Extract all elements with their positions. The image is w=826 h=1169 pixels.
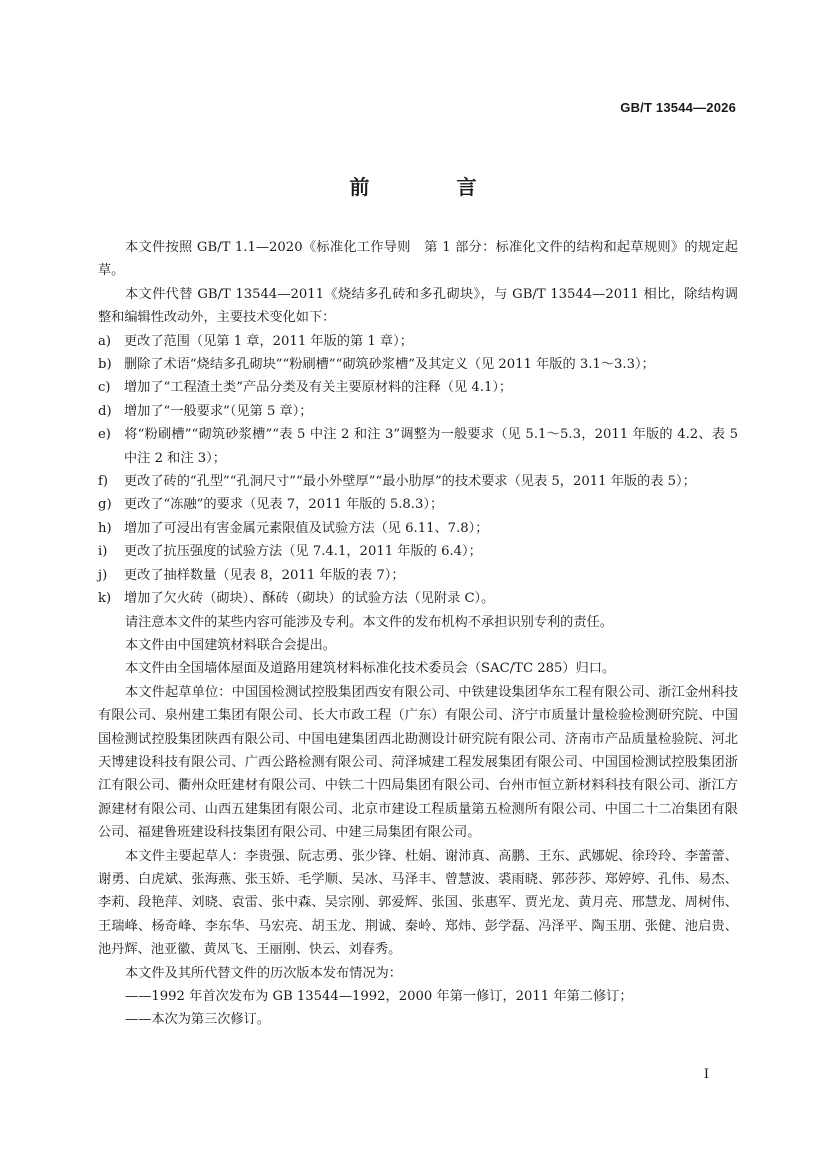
- list-item: [98, 564, 738, 587]
- list-item: [98, 353, 738, 376]
- page-number: I: [703, 1067, 709, 1082]
- list-item-text: 更改了范围（见第 1 章，2011 年版的第 1 章）；: [124, 333, 413, 349]
- list-item-text: 增加了欠火砖（砌块）、酥砖（砌块）的试验方法（见附录 C）。: [124, 591, 495, 607]
- history-heading: 本文件及其所代替文件的历次版本发布情况为：: [125, 965, 402, 981]
- drafters-paragraph: 本文件主要起草人：李贵强、阮志勇、张少锋、杜娟、谢沛真、高鹏、王东、武娜妮、徐玲玲、李蕾蕾、谢勇、白虎斌、张海燕、张玉娇、毛学顺、吴冰、马泽丰、曾慧波、裘雨晓、郭莎莎、郑婷婷、孔伟、易杰、李莉、段艳萍、刘晓、袁雷、张中森、吴宗刚、郭爱辉、张国、张惠军、贾光龙、黄月亮、邢慧龙、周树伟、王瑞峰、杨奇峰、李东华、马宏亮、胡玉龙、荆诚、秦岭、郑炜、彭学磊、冯泽平、陶玉朋、张健、池启贵、池丹辉、池亚徽、黄凤飞、王丽刚、快云、刘春秀。: [98, 848, 738, 958]
- list-marker: i): [98, 544, 108, 560]
- intro-paragraph: 本文件按照 GB/T 1.1—2020《标准化工作导则 第 1 部分：标准化文件的结构和起草规则》的规定起草。: [98, 240, 738, 279]
- list-item-text: 将“粉刷槽”“砌筑砂浆槽”“表 5 中注 2 和注 3”调整为一般要求（见 5.1～5.3，2011 年版的 4.2、表 5 中注 2 和注 3）；: [124, 427, 738, 466]
- list-item: [98, 400, 738, 423]
- list-item-text: 更改了“冻融”的要求（见表 7，2011 年版的 5.8.3）；: [124, 497, 444, 513]
- list-marker: j): [98, 567, 108, 583]
- list-item-text: 删除了术语“烧结多孔砌块”“粉刷槽”“砌筑砂浆槽”及其定义（见 2011 年版的 3.1～3.3）；: [124, 357, 655, 373]
- page-title: 前 言: [349, 175, 517, 199]
- list-marker: d): [98, 403, 112, 419]
- list-marker: h): [98, 520, 112, 536]
- list-marker: e): [98, 427, 111, 443]
- drafting-units-paragraph: 本文件起草单位：中国国检测试控股集团西安有限公司、中铁建设集团华东工程有限公司、浙江金州科技有限公司、泉州建工集团有限公司、长大市政工程（广东）有限公司、济宁市质量计量检验检测研究院、中国国检测试控股集团陕西有限公司、中国电建集团西北勘测设计研究院有限公司、济南市产品质量检验院、河北天博建设科技有限公司、广西公路检测有限公司、菏泽城建工程发展集团有限公司、中国国检测试控股集团浙江有限公司、衢州众旺建材有限公司、中铁二十四局集团有限公司、台州市恒立新材料科技有限公司、浙江方源建材有限公司、山西五建集团有限公司、北京市建设工程质量第五检测所有限公司、中国二十二冶集团有限公司、福建鲁班建设科技集团有限公司、中建三局集团有限公司。: [98, 684, 738, 841]
- list-item: [98, 470, 738, 493]
- changes-list: [98, 330, 738, 611]
- list-item-text: 增加了“工程渣土类”产品分类及有关主要原材料的注释（见 4.1）；: [124, 380, 513, 396]
- list-marker: a): [98, 333, 112, 349]
- list-marker: b): [98, 357, 112, 373]
- document-body: [98, 236, 738, 1032]
- standard-number: GB/T 13544—2026: [620, 100, 736, 115]
- list-item: [98, 540, 738, 563]
- list-item: [98, 493, 738, 516]
- patent-notice: 请注意本文件的某些内容可能涉及专利。本文件的发布机构不承担识别专利的责任。: [125, 614, 613, 630]
- intro-paragraph: 本文件代替 GB/T 13544—2011《烧结多孔砖和多孔砌块》，与 GB/T 13544—2011 相比，除结构调整和编辑性改动外，主要技术变化如下：: [98, 286, 738, 326]
- history-item: ——本次为第三次修订。: [125, 1012, 271, 1028]
- list-marker: k): [98, 591, 112, 607]
- list-item: [98, 517, 738, 540]
- list-item-text: 更改了抽样数量（见表 8，2011 年版的表 7）；: [124, 567, 405, 583]
- list-item-text: 增加了“一般要求”（见第 5 章）；: [124, 403, 313, 419]
- list-item: [98, 330, 738, 353]
- history-item: ——1992 年首次发布为 GB 13544—1992，2000 年第一修订，2011 年第二修订；: [125, 989, 633, 1004]
- list-item-text: 更改了砖的“孔型”“孔洞尺寸”“最小外壁厚”“最小肋厚”的技术要求（见表 5，2011 年版的表 5）；: [124, 474, 696, 490]
- proposer-paragraph: 本文件由中国建筑材料联合会提出。: [125, 637, 336, 653]
- list-item: [98, 376, 738, 399]
- list-item-text: 增加了可浸出有害金属元素限值及试验方法（见 6.11、7.8）；: [124, 520, 489, 536]
- list-item: [98, 423, 738, 470]
- committee-paragraph: 本文件由全国墙体屋面及道路用建筑材料标准化技术委员会（SAC/TC 285）归口。: [125, 661, 616, 677]
- list-item-text: 更改了抗压强度的试验方法（见 7.4.1，2011 年版的 6.4）；: [124, 544, 482, 560]
- list-item: [98, 587, 738, 610]
- list-marker: f): [98, 474, 109, 490]
- list-marker: c): [98, 380, 111, 396]
- list-marker: g): [98, 497, 112, 513]
